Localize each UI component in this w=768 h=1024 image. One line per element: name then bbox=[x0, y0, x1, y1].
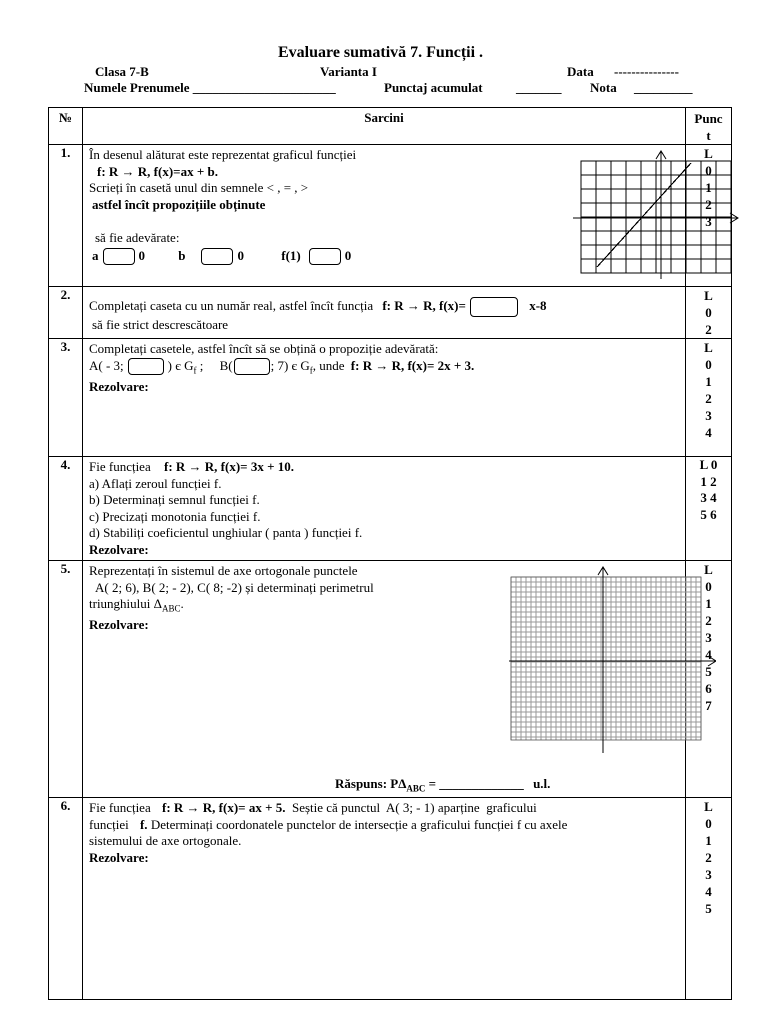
table-header-row bbox=[49, 108, 732, 145]
score-label: Punctaj acumulat bbox=[384, 80, 483, 95]
column-tasks-header: Sarcini bbox=[83, 108, 686, 145]
points-value: 1 2 bbox=[700, 473, 717, 489]
column-number-header: № bbox=[49, 108, 83, 145]
task-4-item: b) Determinați semnul funcției f. bbox=[89, 492, 260, 507]
points-value: 2 bbox=[705, 613, 712, 628]
task-number: 6. bbox=[49, 798, 83, 1000]
grade-label: Nota bbox=[590, 80, 617, 95]
solution-label: Rezolvare: bbox=[89, 378, 149, 394]
points-value: 1 bbox=[705, 374, 712, 389]
task-4-content bbox=[83, 457, 686, 561]
points-value: 0 bbox=[705, 816, 712, 831]
task-4-function: f: R → R, f(x)= 3x + 10. bbox=[163, 459, 294, 474]
task-1-line: În desenul alăturat este reprezentat graficul funcției bbox=[89, 147, 357, 162]
task-5-text: . bbox=[180, 596, 184, 611]
task-6-line bbox=[89, 817, 679, 834]
task-2-text: Completați caseta cu un număr real, astfel încît funcția bbox=[89, 297, 374, 313]
answer-subscript: ABC bbox=[406, 783, 426, 794]
task-row-6 bbox=[49, 798, 732, 1000]
answer-box-b[interactable] bbox=[201, 248, 233, 265]
points-value: 6 bbox=[705, 681, 712, 696]
column-points-header bbox=[686, 108, 732, 145]
points-value: 7 bbox=[705, 698, 712, 713]
date-label: Data bbox=[567, 64, 594, 79]
task-6-line bbox=[89, 800, 679, 817]
task-2-function-end: x-8 bbox=[529, 297, 547, 313]
solution-label: Rezolvare: bbox=[89, 849, 149, 865]
task-number: 3. bbox=[49, 339, 83, 457]
points-value: 1 bbox=[705, 596, 712, 611]
answer-box-B[interactable] bbox=[234, 358, 270, 375]
task-3-text: A( - 3; bbox=[89, 357, 124, 373]
task-6-content bbox=[83, 798, 686, 1000]
solution-label: Rezolvare: bbox=[89, 617, 149, 633]
task-2-points bbox=[686, 287, 732, 339]
function-graph bbox=[545, 149, 745, 279]
task-1-line: astfel încît propozițiile obținute bbox=[92, 196, 266, 212]
answer-box-f1[interactable] bbox=[309, 248, 341, 265]
blank-a-label: a bbox=[92, 247, 99, 263]
answer-box-a[interactable] bbox=[103, 248, 135, 265]
answer-label: Răspuns: PΔ bbox=[335, 776, 407, 791]
task-3-text: , unde bbox=[312, 357, 345, 373]
task-6-text: funcției bbox=[89, 816, 129, 832]
score-blank[interactable]: _______ bbox=[516, 80, 562, 95]
task-4-item: c) Precizați monotonia funcției f. bbox=[89, 508, 261, 524]
task-number: 5. bbox=[49, 561, 83, 798]
points-value: 3 bbox=[705, 408, 712, 423]
task-3-text: ; 7) є G bbox=[270, 357, 310, 373]
task-2-text: să fie strict descrescătoare bbox=[92, 317, 229, 332]
task-5-text: Reprezentați în sistemul de axe ortogonale punctele bbox=[89, 563, 358, 578]
points-value: 2 bbox=[705, 197, 712, 212]
zero-label: 0 bbox=[344, 247, 352, 263]
points-value: 5 bbox=[705, 901, 712, 916]
task-5-content bbox=[83, 561, 686, 798]
task-row-2 bbox=[49, 287, 732, 339]
task-1-line: Scrieți în casetă unul din semnele < , = , > bbox=[89, 180, 309, 195]
variant-label: Varianta I bbox=[320, 64, 377, 79]
task-6-text: Determinați coordonatele punctelor de intersecție a graficului funcției f cu axele bbox=[150, 816, 568, 832]
date-blank[interactable]: --------------- bbox=[614, 64, 679, 79]
points-value: 0 bbox=[705, 357, 712, 372]
task-row-5 bbox=[49, 561, 732, 798]
points-value: 0 bbox=[705, 305, 712, 320]
answer-unit: u.l. bbox=[533, 776, 551, 791]
task-4-text: Fie funcțiea bbox=[89, 459, 151, 474]
zero-label: 0 bbox=[138, 247, 145, 263]
task-1-function: f: R → R, f(x)=ax + b. bbox=[97, 163, 218, 179]
task-3-text: Completați casetele, astfel încît să se obțină o propoziție adevărată: bbox=[89, 341, 439, 356]
task-6-text: Fie funcțiea bbox=[89, 800, 151, 815]
answer-box-coefficient[interactable] bbox=[470, 297, 518, 317]
points-value: 2 bbox=[705, 391, 712, 406]
points-value: 1 bbox=[705, 833, 712, 848]
answer-blank[interactable]: = _____________ bbox=[428, 776, 524, 791]
blank-b-label: b bbox=[178, 247, 186, 263]
task-5-text: A( 2; 6), B( 2; - 2), C( 8; -2) și determinați perimetrul bbox=[95, 579, 374, 595]
task-3-subscript: f bbox=[193, 365, 197, 376]
class-label: Clasa 7-B bbox=[95, 64, 149, 79]
points-value: 5 bbox=[705, 664, 712, 679]
blank-f1-label: f(1) bbox=[281, 247, 301, 263]
points-value: L 0 bbox=[699, 457, 718, 472]
points-value: 4 bbox=[705, 884, 712, 899]
task-6-text: Seștie că punctul A( 3; - 1) aparține graficului bbox=[285, 800, 537, 815]
task-row-3 bbox=[49, 339, 732, 457]
task-number: 1. bbox=[49, 145, 83, 287]
points-value: L bbox=[704, 340, 713, 355]
task-row-1 bbox=[49, 145, 732, 287]
task-6-text: f. bbox=[139, 816, 148, 832]
task-2-line bbox=[89, 297, 679, 317]
task-4-intro bbox=[89, 459, 679, 476]
points-value: L bbox=[704, 288, 713, 303]
points-value: 4 bbox=[705, 647, 712, 662]
task-3-points-line bbox=[89, 358, 679, 379]
points-value: 3 4 bbox=[700, 490, 717, 505]
task-5-subscript: ABC bbox=[162, 603, 181, 614]
task-row-4 bbox=[49, 457, 732, 561]
task-3-text: ; B( bbox=[196, 357, 233, 373]
task-1-content bbox=[83, 145, 686, 287]
points-value: 5 6 bbox=[700, 506, 717, 522]
points-value: 4 bbox=[705, 425, 712, 440]
points-value: L bbox=[704, 799, 713, 814]
points-value: 2 bbox=[705, 322, 712, 337]
points-header-line1: Punc bbox=[694, 111, 723, 126]
task-3-text: ) є G bbox=[167, 357, 194, 373]
points-value: L bbox=[704, 146, 713, 161]
points-value: L bbox=[704, 562, 713, 577]
task-3-function: f: R → R, f(x)= 2x + 3. bbox=[350, 357, 475, 373]
task-5-text: triunghiului Δ bbox=[89, 596, 162, 611]
points-value: 3 bbox=[705, 630, 712, 645]
task-6-function: f: R → R, f(x)= ax + 5. bbox=[161, 800, 286, 815]
task-6-text: sistemului de axe ortogonale. bbox=[89, 833, 242, 848]
task-4-item: d) Stabiliți coeficientul unghiular ( panta ) funcției f. bbox=[89, 525, 363, 540]
solution-label: Rezolvare: bbox=[89, 541, 149, 557]
task-4-item: a) Aflați zeroul funcției f. bbox=[89, 475, 222, 491]
points-value: 1 bbox=[705, 180, 712, 195]
task-number: 4. bbox=[49, 457, 83, 561]
coordinate-grid bbox=[471, 565, 716, 760]
task-3-points bbox=[686, 339, 732, 457]
zero-label: 0 bbox=[237, 247, 244, 263]
points-value: 3 bbox=[705, 867, 712, 882]
task-3-subscript: f bbox=[309, 365, 313, 376]
task-3-content bbox=[83, 339, 686, 457]
task-number: 2. bbox=[49, 287, 83, 339]
task-2-content bbox=[83, 287, 686, 339]
points-value: 0 bbox=[705, 579, 712, 594]
name-field[interactable]: Numele Prenumele ______________________ bbox=[84, 80, 336, 95]
task-6-points bbox=[686, 798, 732, 1000]
answer-box-A[interactable] bbox=[128, 358, 164, 375]
page-title: Evaluare sumativă 7. Funcții . bbox=[278, 44, 484, 61]
tasks-table bbox=[48, 107, 732, 1000]
task-2-function: f: R → R, f(x)= bbox=[382, 297, 466, 313]
points-value: 2 bbox=[705, 850, 712, 865]
answer-line bbox=[335, 776, 550, 797]
points-value: 0 bbox=[705, 163, 712, 178]
points-header-line2: t bbox=[706, 128, 711, 143]
task-4-points bbox=[686, 457, 732, 561]
task-1-line: să fie adevărate: bbox=[95, 230, 180, 245]
grade-blank[interactable]: _________ bbox=[634, 80, 693, 95]
points-value: 3 bbox=[705, 214, 712, 229]
